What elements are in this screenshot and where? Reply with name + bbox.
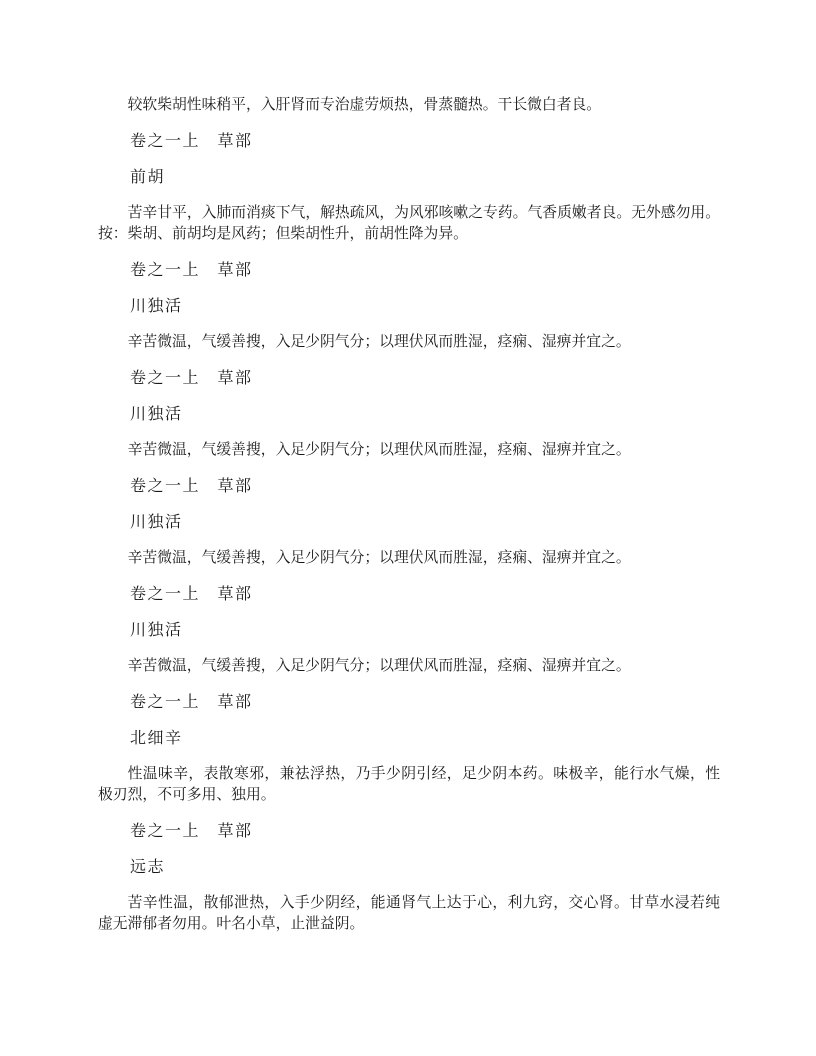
text-line: 虚无滞郁者勿用。叶名小草，止泄益阴。 [98,916,365,932]
herb-title: 川独活 [130,406,183,423]
volume-header: 卷之一上 草部 [130,133,253,150]
herb-section [98,821,720,935]
herb-title: 川独活 [130,298,183,315]
herb-section [98,692,720,806]
herb-description [98,203,720,245]
document-body [98,95,720,935]
volume-header: 卷之一上 草部 [130,586,253,603]
herb-section [98,368,720,461]
text-line: 苦辛甘平，入肺而消痰下气，解热疏风，为风邪咳嗽之专药。气香质嫩者良。无外感勿用。 [127,205,720,221]
herb-title: 北细辛 [130,730,183,747]
volume-header: 卷之一上 草部 [130,823,253,840]
herb-title: 远志 [130,859,166,876]
herb-title: 川独活 [130,514,183,531]
herb-description [98,764,720,806]
text-line: 苦辛性温，散郁泄热，入手少阴经，能通肾气上达于心，利九窍，交心肾。甘草水浸若纯 [127,895,720,911]
text-line: 较软柴胡性味稍平，入肝肾而专治虚劳烦热，骨蒸髓热。干长微白者良。 [127,97,602,113]
text-line: 极刃烈，不可多用、独用。 [98,787,276,803]
herb-section [98,476,720,569]
herb-title: 前胡 [130,169,166,186]
volume-header: 卷之一上 草部 [130,694,253,711]
volume-header: 卷之一上 草部 [130,370,253,387]
herb-description [98,440,720,461]
text-line: 辛苦微温，气缓善搜，入足少阴气分；以理伏风而胜湿，痉痫、湿痹并宜之。 [127,442,631,458]
herb-description [98,656,720,677]
text-line: 性温味辛，表散寒邪，兼祛浮热，乃手少阴引经，足少阴本药。味极辛，能行水气燥，性 [127,766,720,782]
text-line: 辛苦微温，气缓善搜，入足少阴气分；以理伏风而胜湿，痉痫、湿痹并宜之。 [127,658,631,674]
intro-paragraph [98,95,720,116]
herb-description [98,332,720,353]
volume-header: 卷之一上 草部 [130,262,253,279]
herb-section [98,260,720,353]
text-line: 辛苦微温，气缓善搜，入足少阴气分；以理伏风而胜湿，痉痫、湿痹并宜之。 [127,550,631,566]
text-line: 按：柴胡、前胡均是风药；但柴胡性升，前胡性降为异。 [98,226,468,242]
volume-header: 卷之一上 草部 [130,478,253,495]
herb-section [98,131,720,245]
herb-section [98,584,720,677]
herb-description [98,548,720,569]
text-line: 辛苦微温，气缓善搜，入足少阴气分；以理伏风而胜湿，痉痫、湿痹并宜之。 [127,334,631,350]
herb-title: 川独活 [130,622,183,639]
herb-description [98,893,720,935]
